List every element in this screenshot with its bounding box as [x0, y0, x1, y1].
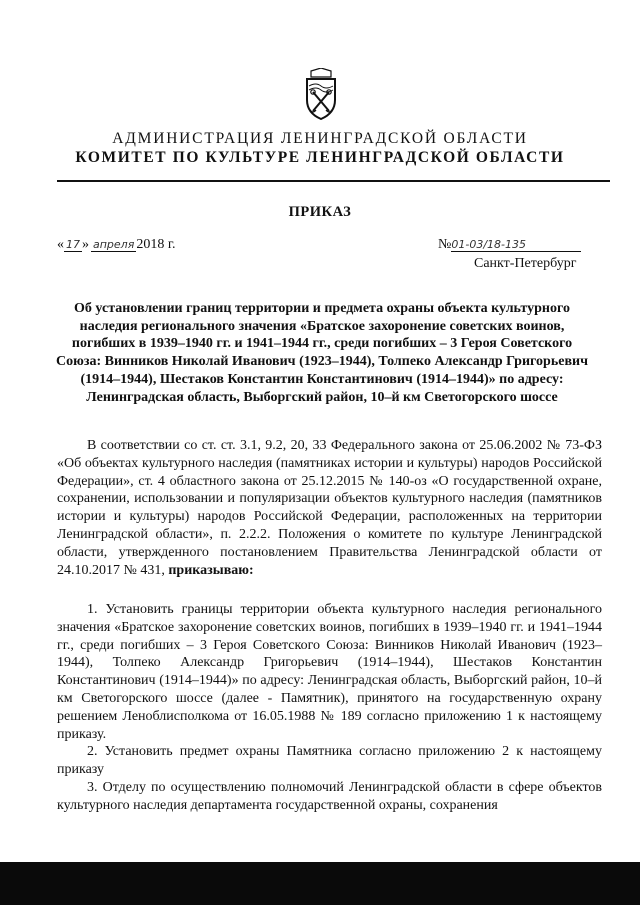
number-handwritten: 01-03/18-135 — [451, 238, 581, 252]
scan-bottom-bar — [0, 862, 640, 905]
date-year: 2018 г. — [136, 237, 176, 252]
agency-name-line2: КОМИТЕТ ПО КУЛЬТУРЕ ЛЕНИНГРАДСКОЙ ОБЛАСТИ — [75, 149, 565, 166]
document-type-title: ПРИКАЗ — [288, 204, 352, 220]
coat-of-arms-icon — [302, 68, 340, 120]
order-item-3: 3. Отделу по осуществлению полномочий Ленинградской области в сфере объектов культурного наследия департамента государственной охраны, сохранения — [57, 779, 602, 813]
header-divider — [57, 180, 610, 182]
document-number — [438, 237, 581, 253]
document-date — [57, 237, 176, 253]
number-prefix: № — [438, 237, 452, 252]
agency-name-line1: АДМИНИСТРАЦИЯ ЛЕНИНГРАДСКОЙ ОБЛАСТИ — [112, 130, 528, 147]
date-month-handwritten: апреля — [93, 238, 135, 251]
date-day-handwritten: 17 — [66, 238, 80, 251]
order-word: приказываю: — [168, 562, 254, 578]
preamble-text: В соответствии со ст. ст. 3.1, 9.2, 20, 33 Федерального закона от 25.06.2002 № 73-ФЗ «Об объектах культурного наследия (памятниках истории и культуры) народов Российской Федерации», ст. 4 областного закона от 25.12.2015 № 140-оз «О государственной охране, сохранении, использовании и популяризации объектов культурного наследия (памятников истории и культуры) народов Российской Федерации, расположенных на территории Ленинградской области», п. 2.2.2. Положения о комитете по культуре Ленинградской области, утвержденного постановлением Правительства Ленинградской области от 24.10.2017 № 431, — [57, 438, 602, 578]
date-close-quote: » — [82, 237, 89, 252]
document-subject: Об установлении границ территории и предмета охраны объекта культурного наследия регионального значения «Братское захоронение советских воинов, погибших в 1939–1940 гг. и 1941–1944 гг., среди погибших – 3 Героя Советского Союза: Винников Николай Иванович (1923–1944), Толпеко Александр Григорьевич (1914–1944), Шестаков Константин Константинович (1914–1944)» по адресу: Ленинградская область, Выборгский район, 10–й км Светогорского шоссе — [56, 301, 588, 405]
preamble-paragraph — [57, 437, 602, 579]
date-open-quote: « — [57, 237, 64, 252]
document-city: Санкт-Петербург — [474, 256, 577, 271]
order-items — [57, 601, 602, 815]
order-item-2: 2. Установить предмет охраны Памятника согласно приложению 2 к настоящему приказу — [57, 744, 602, 778]
order-item-1: 1. Установить границы территории объекта культурного наследия регионального значения «Братское захоронение советских воинов, погибших в 1939–1940 гг. и 1941–1944 гг., среди погибших – 3 Героя Советского Союза: Винников Николай Иванович (1923–1944), Толпеко Александр Григорьевич (1914–1944), Шестаков Константин Константинович (1914–1944)» по адресу: Ленинградская область, Выборгский район, 10–й км Светогорского шоссе (далее - Памятник), принятого на государственную охрану решением Леноблисполкома от 16.05.1988 № 189 согласно приложению 1 к настоящему приказу. — [57, 602, 602, 742]
